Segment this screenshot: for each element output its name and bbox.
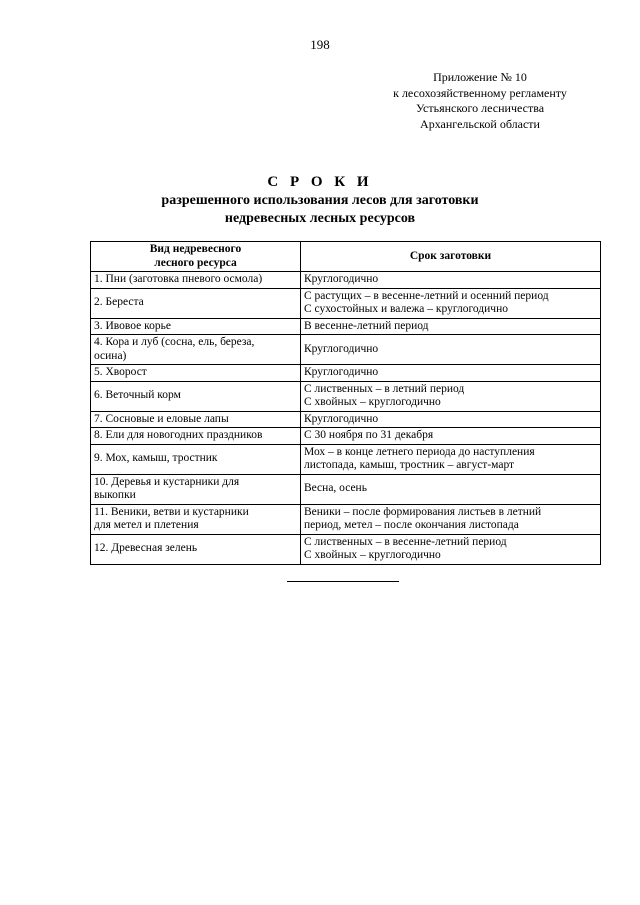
header-line: лесного ресурса — [154, 256, 237, 269]
harvest-term-line: С лиственных – в весенне-летний период — [304, 535, 507, 548]
harvest-term-line: С 30 ноября по 31 декабря — [304, 429, 434, 441]
table-row — [91, 272, 601, 289]
resource-type-cell — [91, 272, 301, 289]
resource-type-line: выкопки — [94, 489, 136, 501]
harvest-term-line: В весенне-летний период — [304, 319, 429, 332]
harvest-term-cell — [301, 534, 601, 564]
title-sub-line: разрешенного использования лесов для заготовки — [161, 193, 479, 208]
appendix-line: Архангельской области — [420, 116, 540, 131]
harvest-term-line: С хвойных – круглогодично — [304, 549, 441, 561]
appendix-line: к лесохозяйственному регламенту — [393, 85, 567, 100]
harvest-term-cell — [301, 365, 601, 382]
resource-type-cell — [91, 428, 301, 445]
table-row — [91, 365, 601, 382]
harvest-term-cell — [301, 272, 601, 289]
resource-type-cell — [91, 444, 301, 474]
table-row — [91, 444, 601, 474]
resource-type-line: 9. Мох, камыш, тростник — [94, 452, 218, 465]
harvest-term-line: Весна, осень — [304, 482, 367, 495]
harvest-term-cell — [301, 444, 601, 474]
table-row — [91, 318, 601, 335]
harvest-term-line: Круглогодично — [304, 412, 379, 425]
table-row — [91, 335, 601, 365]
harvest-term-cell — [301, 474, 601, 504]
harvest-term-line: Круглогодично — [304, 273, 379, 285]
harvest-term-line: Мох – в конце летнего периода до наступления — [304, 445, 535, 458]
harvest-term-line: С лиственных – в летний период — [304, 382, 465, 395]
harvest-term-cell — [301, 411, 601, 428]
resource-type-line: 5. Хворост — [94, 366, 147, 378]
resources-table — [90, 241, 601, 565]
resource-type-cell — [91, 411, 301, 428]
harvest-term-line: период, метел – после окончания листопада — [304, 519, 519, 531]
resource-type-line: 6. Веточный корм — [94, 389, 181, 402]
resource-type-cell — [91, 504, 301, 534]
harvest-term-line: Круглогодично — [304, 366, 379, 378]
resource-type-cell — [91, 288, 301, 318]
harvest-term-line: С сухостойных и валежа – круглогодично — [304, 303, 508, 315]
table-row — [91, 428, 601, 445]
title-sub-line: недревесных лесных ресурсов — [224, 211, 416, 226]
resource-type-line: 8. Ели для новогодних праздников — [94, 429, 263, 441]
harvest-term-line: листопада, камыш, тростник – август-март — [304, 459, 515, 471]
bottom-rule — [287, 581, 399, 582]
harvest-term-cell — [301, 428, 601, 445]
header-harvest-term: Срок заготовки — [301, 242, 601, 272]
resource-type-line: 7. Сосновые и еловые лапы — [94, 412, 229, 425]
harvest-term-cell — [301, 318, 601, 335]
appendix-line: Приложение № 10 — [433, 70, 527, 84]
table-row — [91, 411, 601, 428]
resource-type-line: 3. Ивовое корье — [94, 319, 171, 332]
title-main: С Р О К И — [267, 174, 373, 190]
resource-type-line: 12. Древесная зелень — [94, 542, 198, 555]
harvest-term-line: С хвойных – круглогодично — [304, 396, 441, 408]
resource-type-line: для метел и плетения — [94, 519, 199, 531]
harvest-term-line: С растущих – в весенне-летний и осенний период — [304, 289, 549, 302]
harvest-term-cell — [301, 381, 601, 411]
appendix-line: Устьянского лесничества — [415, 101, 545, 115]
table-header-row — [91, 242, 601, 272]
resource-type-cell — [91, 534, 301, 564]
resource-type-line: 4. Кора и луб (сосна, ель, береза, — [94, 336, 255, 348]
header-resource-type — [91, 242, 301, 272]
table-row — [91, 504, 601, 534]
appendix-reference — [370, 70, 590, 132]
resource-type-cell — [91, 365, 301, 382]
resource-type-cell — [91, 318, 301, 335]
table-row — [91, 288, 601, 318]
page-number: 198 — [310, 37, 330, 52]
resource-type-line: 10. Деревья и кустарники для — [94, 475, 240, 488]
resource-type-line: осина) — [94, 349, 127, 362]
harvest-term-cell — [301, 335, 601, 365]
harvest-term-cell — [301, 504, 601, 534]
resource-type-line: 1. Пни (заготовка пневого осмола) — [94, 273, 263, 285]
table-row — [91, 474, 601, 504]
harvest-term-cell — [301, 288, 601, 318]
header-line: Вид недревесного — [149, 243, 242, 255]
table-row — [91, 534, 601, 564]
resource-type-cell — [91, 381, 301, 411]
resource-type-line: 2. Береста — [94, 296, 144, 309]
harvest-term-line: Круглогодично — [304, 342, 379, 355]
resource-type-cell — [91, 474, 301, 504]
harvest-term-line: Веники – после формирования листьев в летний — [304, 505, 542, 518]
resource-type-cell — [91, 335, 301, 365]
document-title — [0, 172, 640, 228]
table-row — [91, 381, 601, 411]
resource-type-line: 11. Веники, ветви и кустарники — [94, 505, 249, 518]
